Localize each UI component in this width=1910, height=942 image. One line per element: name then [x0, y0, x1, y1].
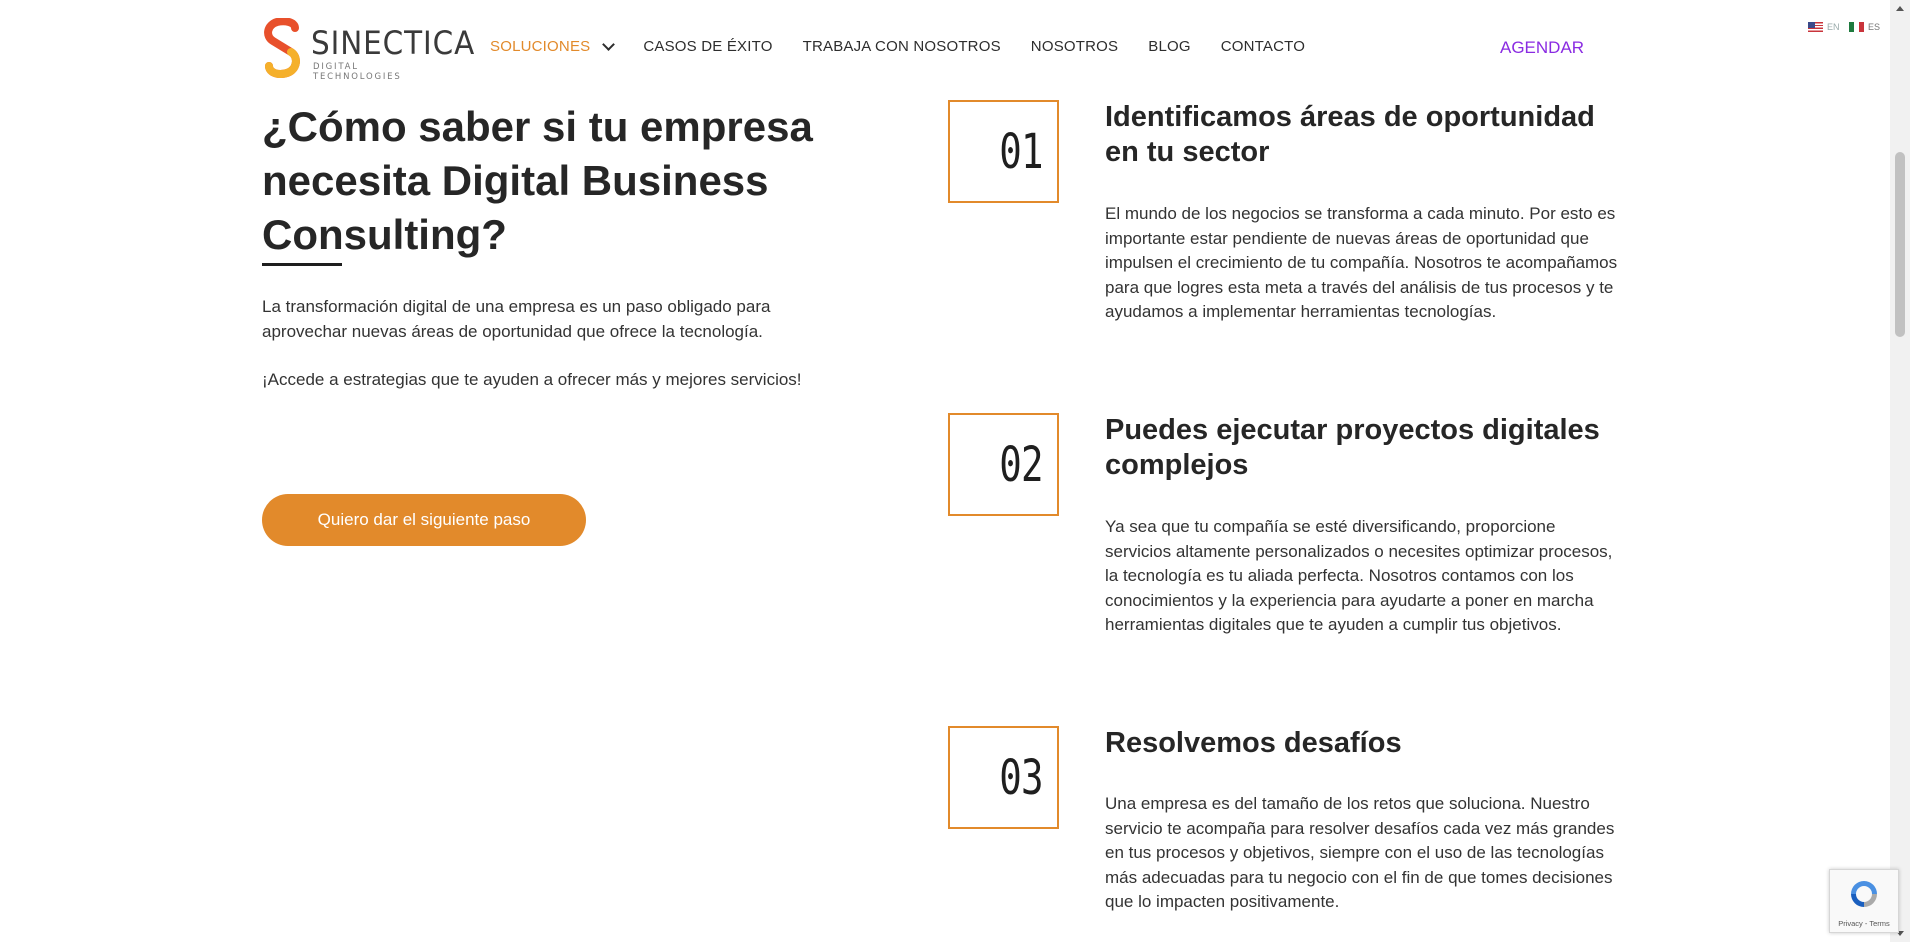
language-es-link[interactable] — [1849, 22, 1880, 32]
page-scrollbar[interactable] — [1890, 0, 1910, 942]
nav-item-trabaja-con-nosotros[interactable]: TRABAJA CON NOSOTROS — [802, 38, 1001, 55]
step-title: Resolvemos desafíos — [1105, 727, 1402, 759]
recaptcha-badge[interactable] — [1829, 869, 1899, 933]
step-number-box — [948, 726, 1059, 829]
logo-brand-text: SINECTICA — [311, 24, 476, 62]
next-step-button[interactable]: Quiero dar el siguiente paso — [262, 494, 586, 546]
step-text: Ya sea que tu compañía se esté diversificando, proporcione servicios altamente personalizados o necesites optimizar procesos, la tecnología es tu aliada perfecta. Nosotros contamos con los conocimientos y la experiencia para ayudarte a poner en marcha herramientas digitales que te ayuden a cumplir tus objetivos. — [1105, 517, 1613, 634]
page-headline: ¿Cómo saber si tu empresa necesita Digital Business Consulting? — [262, 103, 813, 258]
scroll-up-arrow-icon[interactable] — [1896, 6, 1904, 11]
step-number: 01 — [999, 124, 1043, 180]
nav-item-soluciones[interactable] — [490, 38, 613, 55]
intro-paragraph: La transformación digital de una empresa es un paso obligado para aprovechar nuevas áreas de oportunidad que ofrece la tecnología. — [262, 297, 771, 341]
language-en-link[interactable] — [1808, 22, 1840, 32]
sinectica-logo[interactable] — [261, 18, 476, 82]
step-number-box — [948, 413, 1059, 516]
nav-item-contacto[interactable]: CONTACTO — [1220, 38, 1306, 55]
step-number: 03 — [999, 750, 1043, 806]
nav-item-label: SOLUCIONES — [490, 38, 591, 55]
nav-item-nosotros[interactable]: NOSOTROS — [1030, 38, 1119, 55]
step-text: El mundo de los negocios se transforma a cada minuto. Por esto es importante estar pendiente de nuevas áreas de oportunidad que impulsen el crecimiento de tu compañía. Nosotros te acompañamos para que logres esta meta a través del análisis de tus procesos y te ayudamos a implementar herramientas tecnologías. — [1105, 204, 1618, 321]
step-text: Una empresa es del tamaño de los retos que soluciona. Nuestro servicio te acompaña para resolver desafíos cada vez más grandes en tus procesos y objetivos, siempre con el uso de las tecnologías más adecuadas para tu negocio con el fin de que tomes decisiones que lo impacten positivamente. — [1105, 794, 1615, 911]
site-header — [0, 0, 1890, 96]
intro-paragraph-2: ¡Accede a estrategias que te ayuden a ofrecer más y mejores servicios! — [262, 370, 802, 389]
nav-item-blog[interactable]: BLOG — [1148, 38, 1191, 55]
agendar-link[interactable]: AGENDAR — [1500, 38, 1585, 57]
step-number: 02 — [999, 437, 1043, 493]
mx-flag-icon — [1849, 22, 1864, 32]
step-number-box — [948, 100, 1059, 203]
scroll-thumb[interactable] — [1895, 152, 1905, 337]
us-flag-icon — [1808, 22, 1823, 32]
nav-item-casos-de-exito[interactable]: CASOS DE ÉXITO — [643, 38, 773, 55]
step-title: Identificamos áreas de oportunidad en tu sector — [1105, 101, 1595, 168]
language-code: ES — [1868, 22, 1881, 32]
headline-underline — [262, 263, 342, 266]
step-title: Puedes ejecutar proyectos digitales complejos — [1105, 414, 1600, 481]
recaptcha-terms[interactable]: Privacy - Terms — [1838, 919, 1890, 928]
recaptcha-icon — [1848, 878, 1880, 910]
language-code: EN — [1827, 22, 1840, 32]
chevron-down-icon[interactable] — [602, 38, 615, 51]
logo-s-icon — [261, 18, 305, 78]
main-nav — [490, 38, 1335, 55]
logo-tagline: DIGITAL TECHNOLOGIES — [313, 62, 402, 82]
